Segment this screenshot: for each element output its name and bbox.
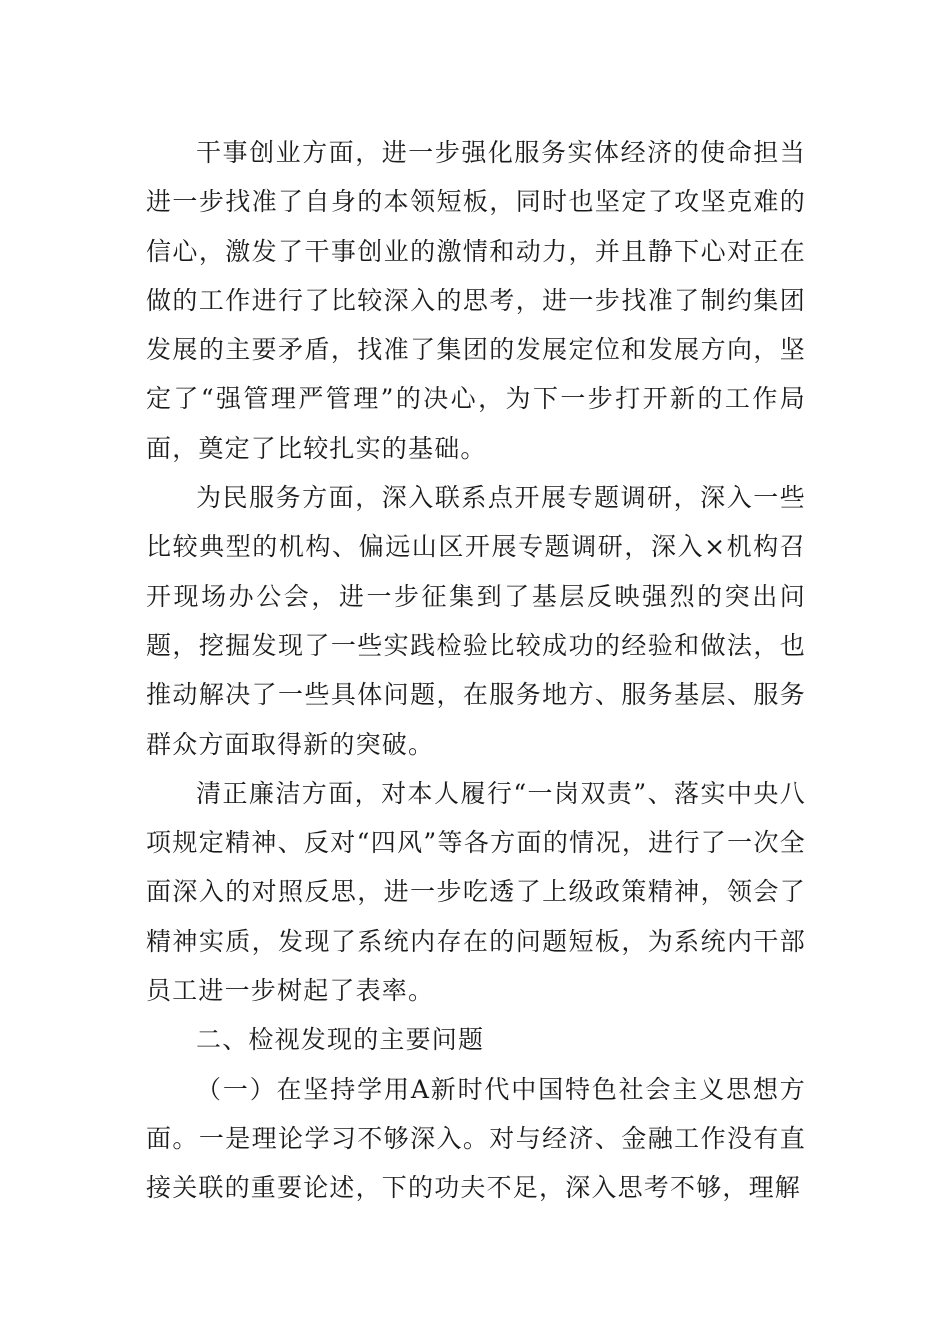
paragraph-entrepreneurship: 干事创业方面，进一步强化服务实体经济的使命担当进一步找准了自身的本领短板，同时也坚定了攻坚克难的信心，激发了干事创业的激情和动力，并且静下心对正在做的工作进行了比较深入的思考，进一步找准了制约集团发展的主要矛盾，找准了集团的发展定位和发展方向，坚定了“强管理严管理”的决心，为下一步打开新的工作局面，奠定了比较扎实的基础。 (146, 138, 806, 463)
paragraph-integrity: 清正廉洁方面，对本人履行“一岗双责”、落实中央八项规定精神、反对“四风”等各方面的情况，进行了一次全面深入的对照反思，进一步吃透了上级政策精神，领会了精神实质，发现了系统内存在的问题短板，为系统内干部员工进一步树起了表率。 (146, 778, 806, 1006)
paragraph-theory-study: （一）在坚持学用A新时代中国特色社会主义思想方面。一是理论学习不够深入。对与经济、金融工作没有直接关联的重要论述，下的功夫不足，深入思考不够，理解 (146, 1074, 806, 1203)
section-heading-main-problems: 二、检视发现的主要问题 (196, 1025, 485, 1055)
paragraph-serving-people: 为民服务方面，深入联系点开展专题调研，深入一些比较典型的机构、偏远山区开展专题调研，深入×机构召开现场办公会，进一步征集到了基层反映强烈的突出问题，挖掘发现了一些实践检验比较成功的经验和做法，也推动解决了一些具体问题，在服务地方、服务基层、服务群众方面取得新的突破。 (146, 483, 806, 759)
document-body (146, 128, 806, 1213)
